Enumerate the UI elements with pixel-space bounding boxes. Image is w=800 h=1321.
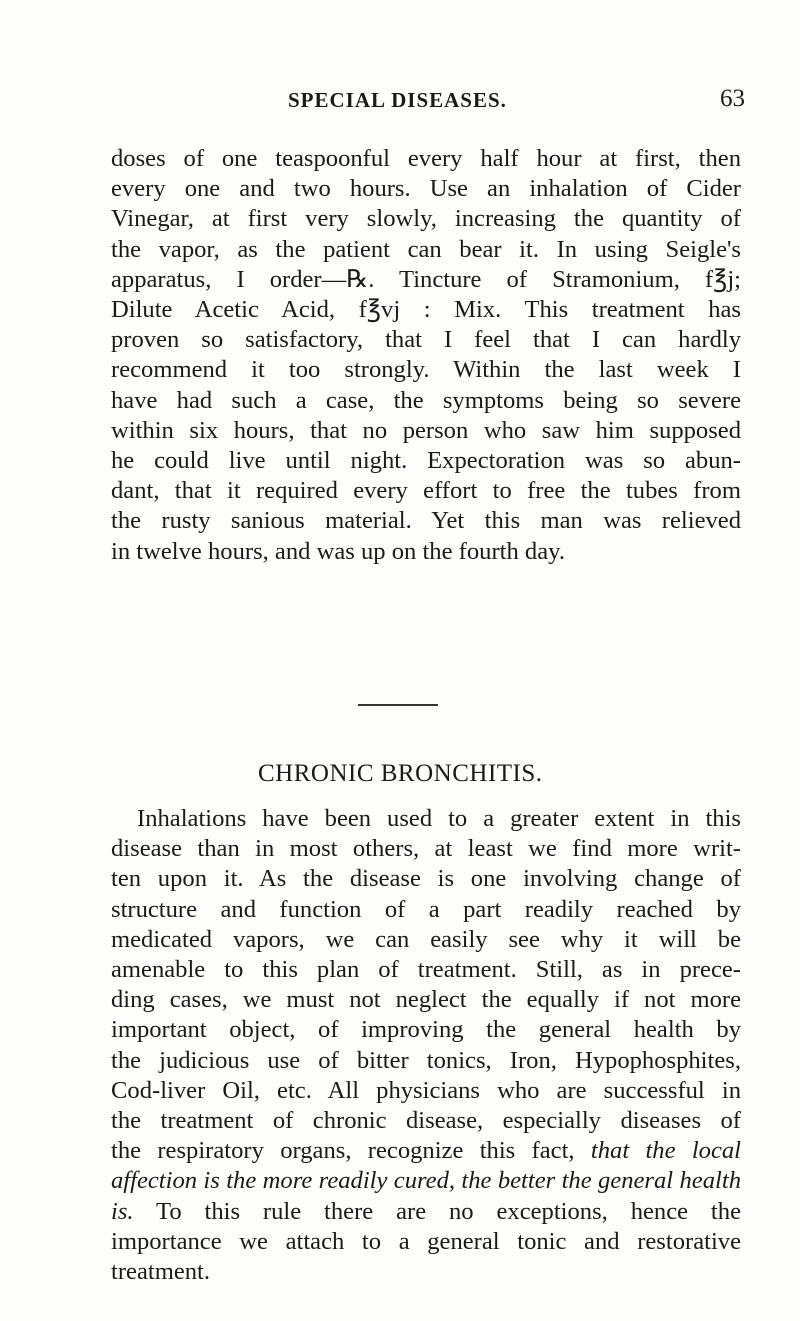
text-line: proven so satisfactory, that I feel that I can hardly: [111, 326, 741, 354]
text-line: medicated vapors, we can easily see why it will be: [111, 925, 741, 953]
text-line: Inhalations have been used to a greater extent in this: [137, 805, 741, 832]
text-line: within six hours, that no person who saw him supposed: [111, 416, 741, 444]
text-line: he could live until night. Expectoration was so abun-: [111, 447, 741, 475]
text-line: Dilute Acetic Acid, f℥vj : Mix. This treatment has: [111, 296, 741, 324]
running-title: SPECIAL DISEASES.: [288, 88, 507, 112]
text-line: ding cases, we must not neglect the equally if not more: [111, 986, 741, 1014]
text-line: importance we attach to a general tonic and restorative: [111, 1227, 741, 1255]
text-line: treatment.: [111, 1258, 211, 1286]
text-line: the vapor, as the patient can bear it. In using Seigle's: [111, 235, 741, 263]
text-line: ten upon it. As the disease is one involving change of: [111, 865, 741, 893]
text-line: every one and two hours. Use an inhalation of Cider: [111, 175, 741, 203]
text-line: structure and function of a part readily reached by: [111, 895, 741, 923]
text-line: the rusty sanious material. Yet this man was relieved: [111, 507, 741, 535]
text-line: dant, that it required every effort to free the tubes from: [111, 477, 741, 505]
paragraph-chronic-bronchitis: [111, 804, 741, 1287]
italic-emphasis: is.: [111, 1197, 134, 1225]
text-line: doses of one teaspoonful every half hour at first, then: [111, 145, 741, 172]
text-line: recommend it too strongly. Within the last week I: [111, 356, 741, 384]
section-heading: CHRONIC BRONCHITIS.: [258, 760, 543, 787]
text-line: amenable to this plan of treatment. Still, as in prece-: [111, 956, 741, 984]
text-run: To this rule there are no exceptions, hence the: [156, 1197, 741, 1225]
text-line: affection is the more readily cured, the better the general health: [111, 1167, 741, 1195]
text-line: apparatus, I order—℞. Tincture of Stramonium, f℥j;: [111, 265, 741, 293]
paragraph-continued: [111, 144, 741, 567]
text-line: [111, 1197, 741, 1227]
section-divider: [358, 704, 438, 706]
page-number: 63: [720, 85, 745, 112]
text-line: [111, 1136, 741, 1166]
text-line: Cod-liver Oil, etc. All physicians who are successful in: [111, 1076, 741, 1104]
text-line: the treatment of chronic disease, especially diseases of: [111, 1107, 741, 1135]
text-line: important object, of improving the general health by: [111, 1016, 741, 1044]
text-line: disease than in most others, at least we find more writ-: [111, 835, 741, 863]
text-line: have had such a case, the symptoms being so severe: [111, 386, 741, 414]
italic-emphasis: that the local: [590, 1137, 742, 1165]
text-line: Vinegar, at first very slowly, increasing the quantity of: [111, 205, 741, 233]
text-line: the judicious use of bitter tonics, Iron, Hypophosphites,: [111, 1046, 741, 1074]
text-line: in twelve hours, and was up on the fourth day.: [111, 537, 565, 565]
text-run: the respiratory organs, recognize this fact,: [111, 1137, 575, 1165]
running-head: [0, 85, 800, 118]
